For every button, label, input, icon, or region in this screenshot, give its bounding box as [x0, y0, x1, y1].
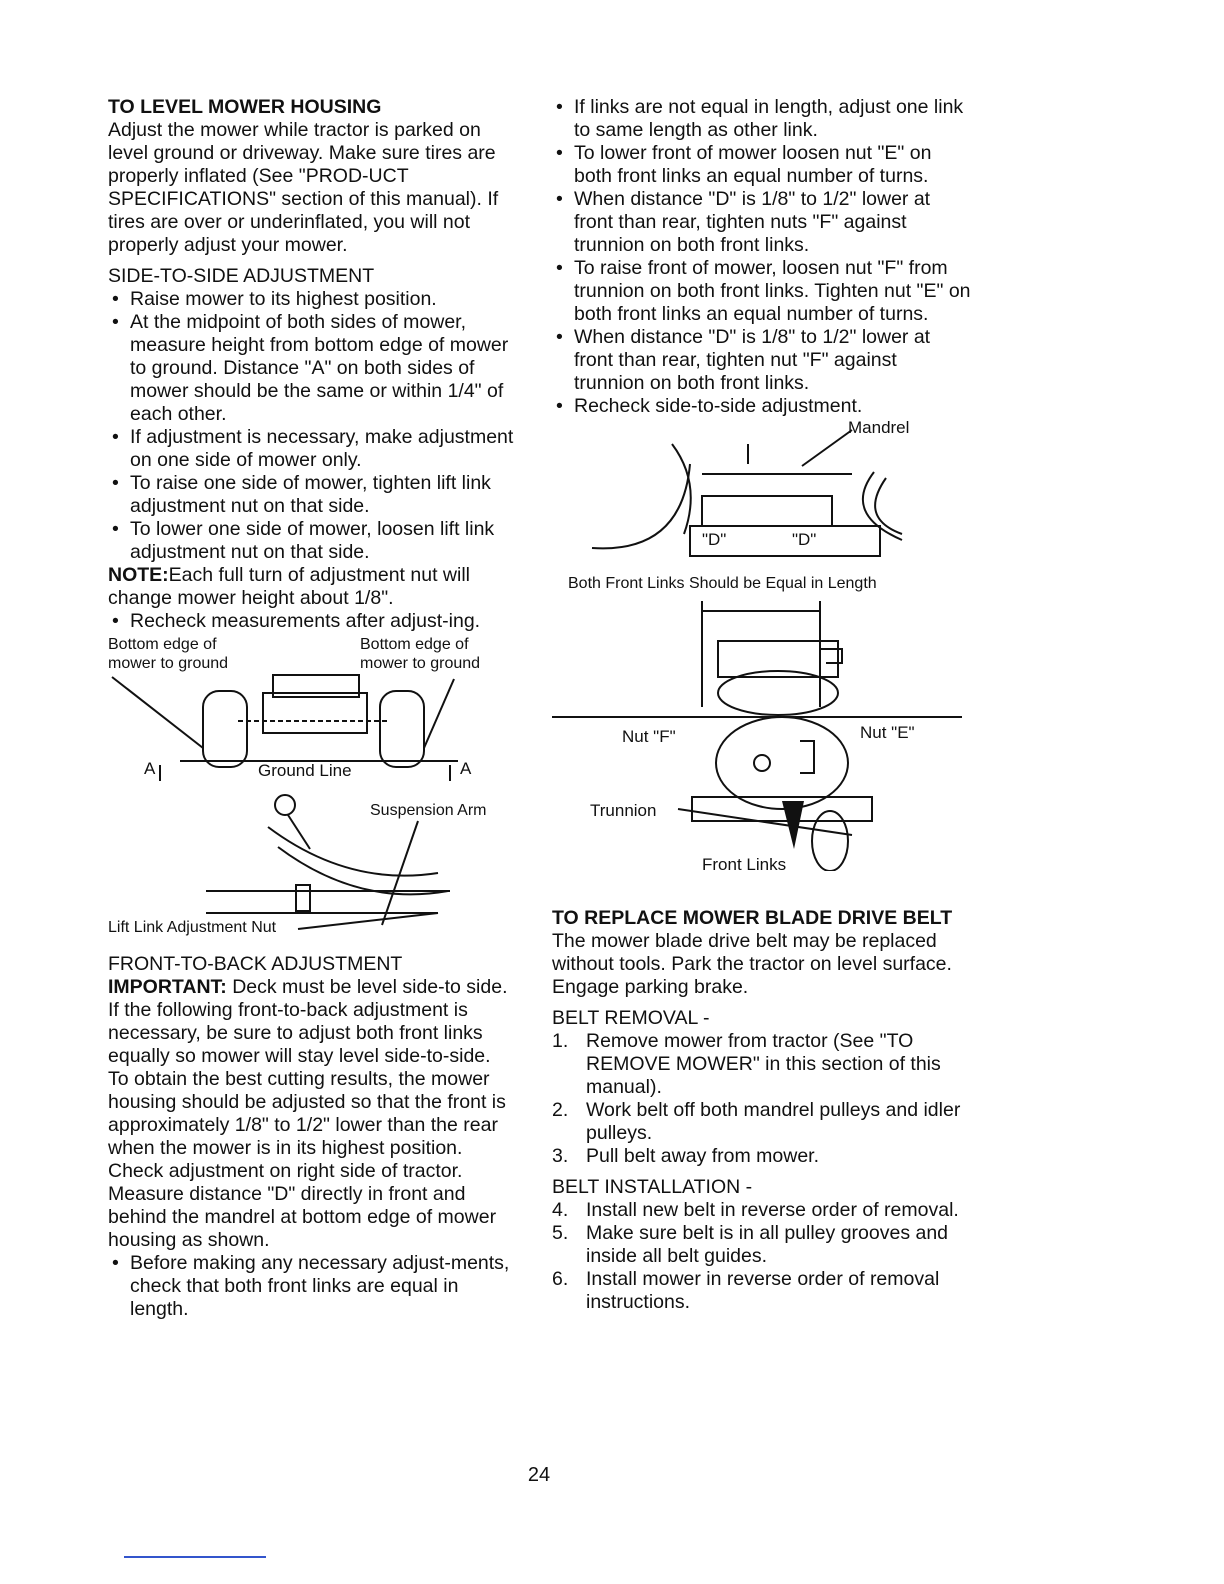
list-item: • Raise mower to its highest position. — [108, 288, 518, 311]
label-a-right: A — [460, 759, 472, 778]
label-bottom-edge-right: Bottom edge of mower to ground — [360, 636, 481, 672]
list-item: 4. Install new belt in reverse order of removal. — [552, 1199, 959, 1221]
left-column — [108, 96, 518, 1321]
list-item: • To lower front of mower loosen nut "E" on both front links an equal number of turns. — [552, 142, 972, 188]
list-item: • To lower one side of mower, loosen lift link adjustment nut on that side. — [108, 518, 518, 564]
side-to-side-title: SIDE-TO-SIDE ADJUSTMENT — [108, 265, 375, 287]
side-to-side-drawing — [108, 633, 518, 781]
removal-steps — [552, 1030, 972, 1168]
check-adjustment-text: Check adjustment on right side of tractor. Measure distance "D" directly in front and behind the mandrel at bottom edge of mower housing as shown. — [108, 1160, 497, 1251]
page-number: 24 — [527, 1464, 551, 1486]
level-intro: Adjust the mower while tractor is parked on level ground or driveway. Make sure tires are properly inflated (See "PROD-UCT SPECIFICATIONS" section of this manual). If tires are over or underinflated, you will not properly adjust your mower. — [108, 119, 499, 256]
ground-line-label: Ground Line — [258, 761, 352, 780]
suspension-arm-label: Suspension Arm — [370, 802, 487, 819]
lift-link-nut-label: Lift Link Adjustment Nut — [108, 919, 277, 936]
note-label: NOTE: — [108, 564, 169, 586]
list-item: 1. Remove mower from tractor (See "TO REMOVE MOWER" in this section of this manual). — [552, 1030, 941, 1098]
before-adjust-item: • Before making any necessary adjust-ments, check that both front links are equal in length. — [108, 1252, 518, 1321]
recheck-item: • Recheck measurements after adjust-ing. — [108, 610, 518, 633]
nut-e-label: Nut "E" — [860, 723, 915, 742]
list-item: 3. Pull belt away from mower. — [552, 1145, 820, 1167]
list-item: • To raise front of mower, loosen nut "F" from trunnion on both front links. Tighten nut "E" on both front links an equal number of turns. — [552, 257, 972, 326]
list-item: • Recheck side-to-side adjustment. — [552, 395, 972, 418]
label-a-left: A — [144, 759, 156, 778]
side-to-side-figure — [108, 633, 518, 781]
front-links-figure — [552, 597, 972, 874]
important-label: IMPORTANT: — [108, 976, 227, 998]
level-housing-title: TO LEVEL MOWER HOUSING — [108, 96, 382, 118]
trunnion-label: Trunnion — [590, 801, 657, 820]
label-bottom-edge-left: Bottom edge of mower to ground — [108, 636, 229, 672]
list-item: • At the midpoint of both sides of mower, measure height from bottom edge of mower to ground. Distance "A" on both sides of mower should be the same or within 1/4" of each other. — [108, 311, 518, 426]
replace-belt-title: TO REPLACE MOWER BLADE DRIVE BELT — [552, 907, 953, 929]
nut-f-label: Nut "F" — [622, 727, 676, 746]
belt-installation-title: BELT INSTALLATION - — [552, 1176, 753, 1198]
important-text: Deck must be level side-to side. If the following front-to-back adjustment is necessary, be sure to adjust both front links equally so mower will stay level side-to-side. — [108, 976, 508, 1067]
list-item: 5. Make sure belt is in all pulley grooves and inside all belt guides. — [552, 1222, 949, 1267]
list-item: • If adjustment is necessary, make adjustment on one side of mower only. — [108, 426, 518, 472]
belt-removal-title: BELT REMOVAL - — [552, 1007, 710, 1029]
front-links-caption: Both Front Links Should be Equal in Length — [568, 575, 877, 592]
front-link-list — [552, 96, 972, 418]
list-item: • When distance "D" is 1/8" to 1/2" lower at front than rear, tighten nuts "F" against trunnion on both front links. — [552, 188, 972, 257]
side-to-side-list — [108, 288, 518, 564]
mandrel-figure — [552, 418, 972, 560]
front-to-back-title: FRONT-TO-BACK ADJUSTMENT — [108, 953, 403, 975]
list-item: • When distance "D" is 1/8" to 1/2" lower at front than rear, tighten nut "F" against trunnion on both front links. — [552, 326, 972, 395]
list-item: 6. Install mower in reverse order of removal instructions. — [552, 1268, 940, 1313]
mandrel-label: Mandrel — [848, 418, 910, 437]
distance-d-front: "D" — [702, 530, 727, 549]
belt-intro: The mower blade drive belt may be replaced without tools. Park the tractor on level surface. Engage parking brake. — [552, 930, 952, 998]
right-column — [552, 96, 972, 1314]
list-item: 2. Work belt off both mandrel pulleys and idler pulleys. — [552, 1099, 961, 1144]
suspension-arm-figure — [108, 787, 518, 941]
mandrel-drawing — [552, 424, 972, 560]
distance-d-rear: "D" — [792, 530, 817, 549]
important-note — [108, 976, 518, 1068]
best-results-text: To obtain the best cutting results, the mower housing should be adjusted so that the front is approximately 1/8" to 1/2" lower than the rear when the mower is in its highest position. — [108, 1068, 506, 1159]
note — [108, 564, 518, 610]
list-item: • To raise one side of mower, tighten lift link adjustment nut on that side. — [108, 472, 518, 518]
footer-rule — [124, 1556, 266, 1558]
front-links-label: Front Links — [702, 855, 787, 874]
list-item: • If links are not equal in length, adjust one link to same length as other link. — [552, 96, 972, 142]
note-text: Each full turn of adjustment nut will change mower height about 1/8". — [108, 564, 470, 609]
installation-steps — [552, 1199, 972, 1314]
